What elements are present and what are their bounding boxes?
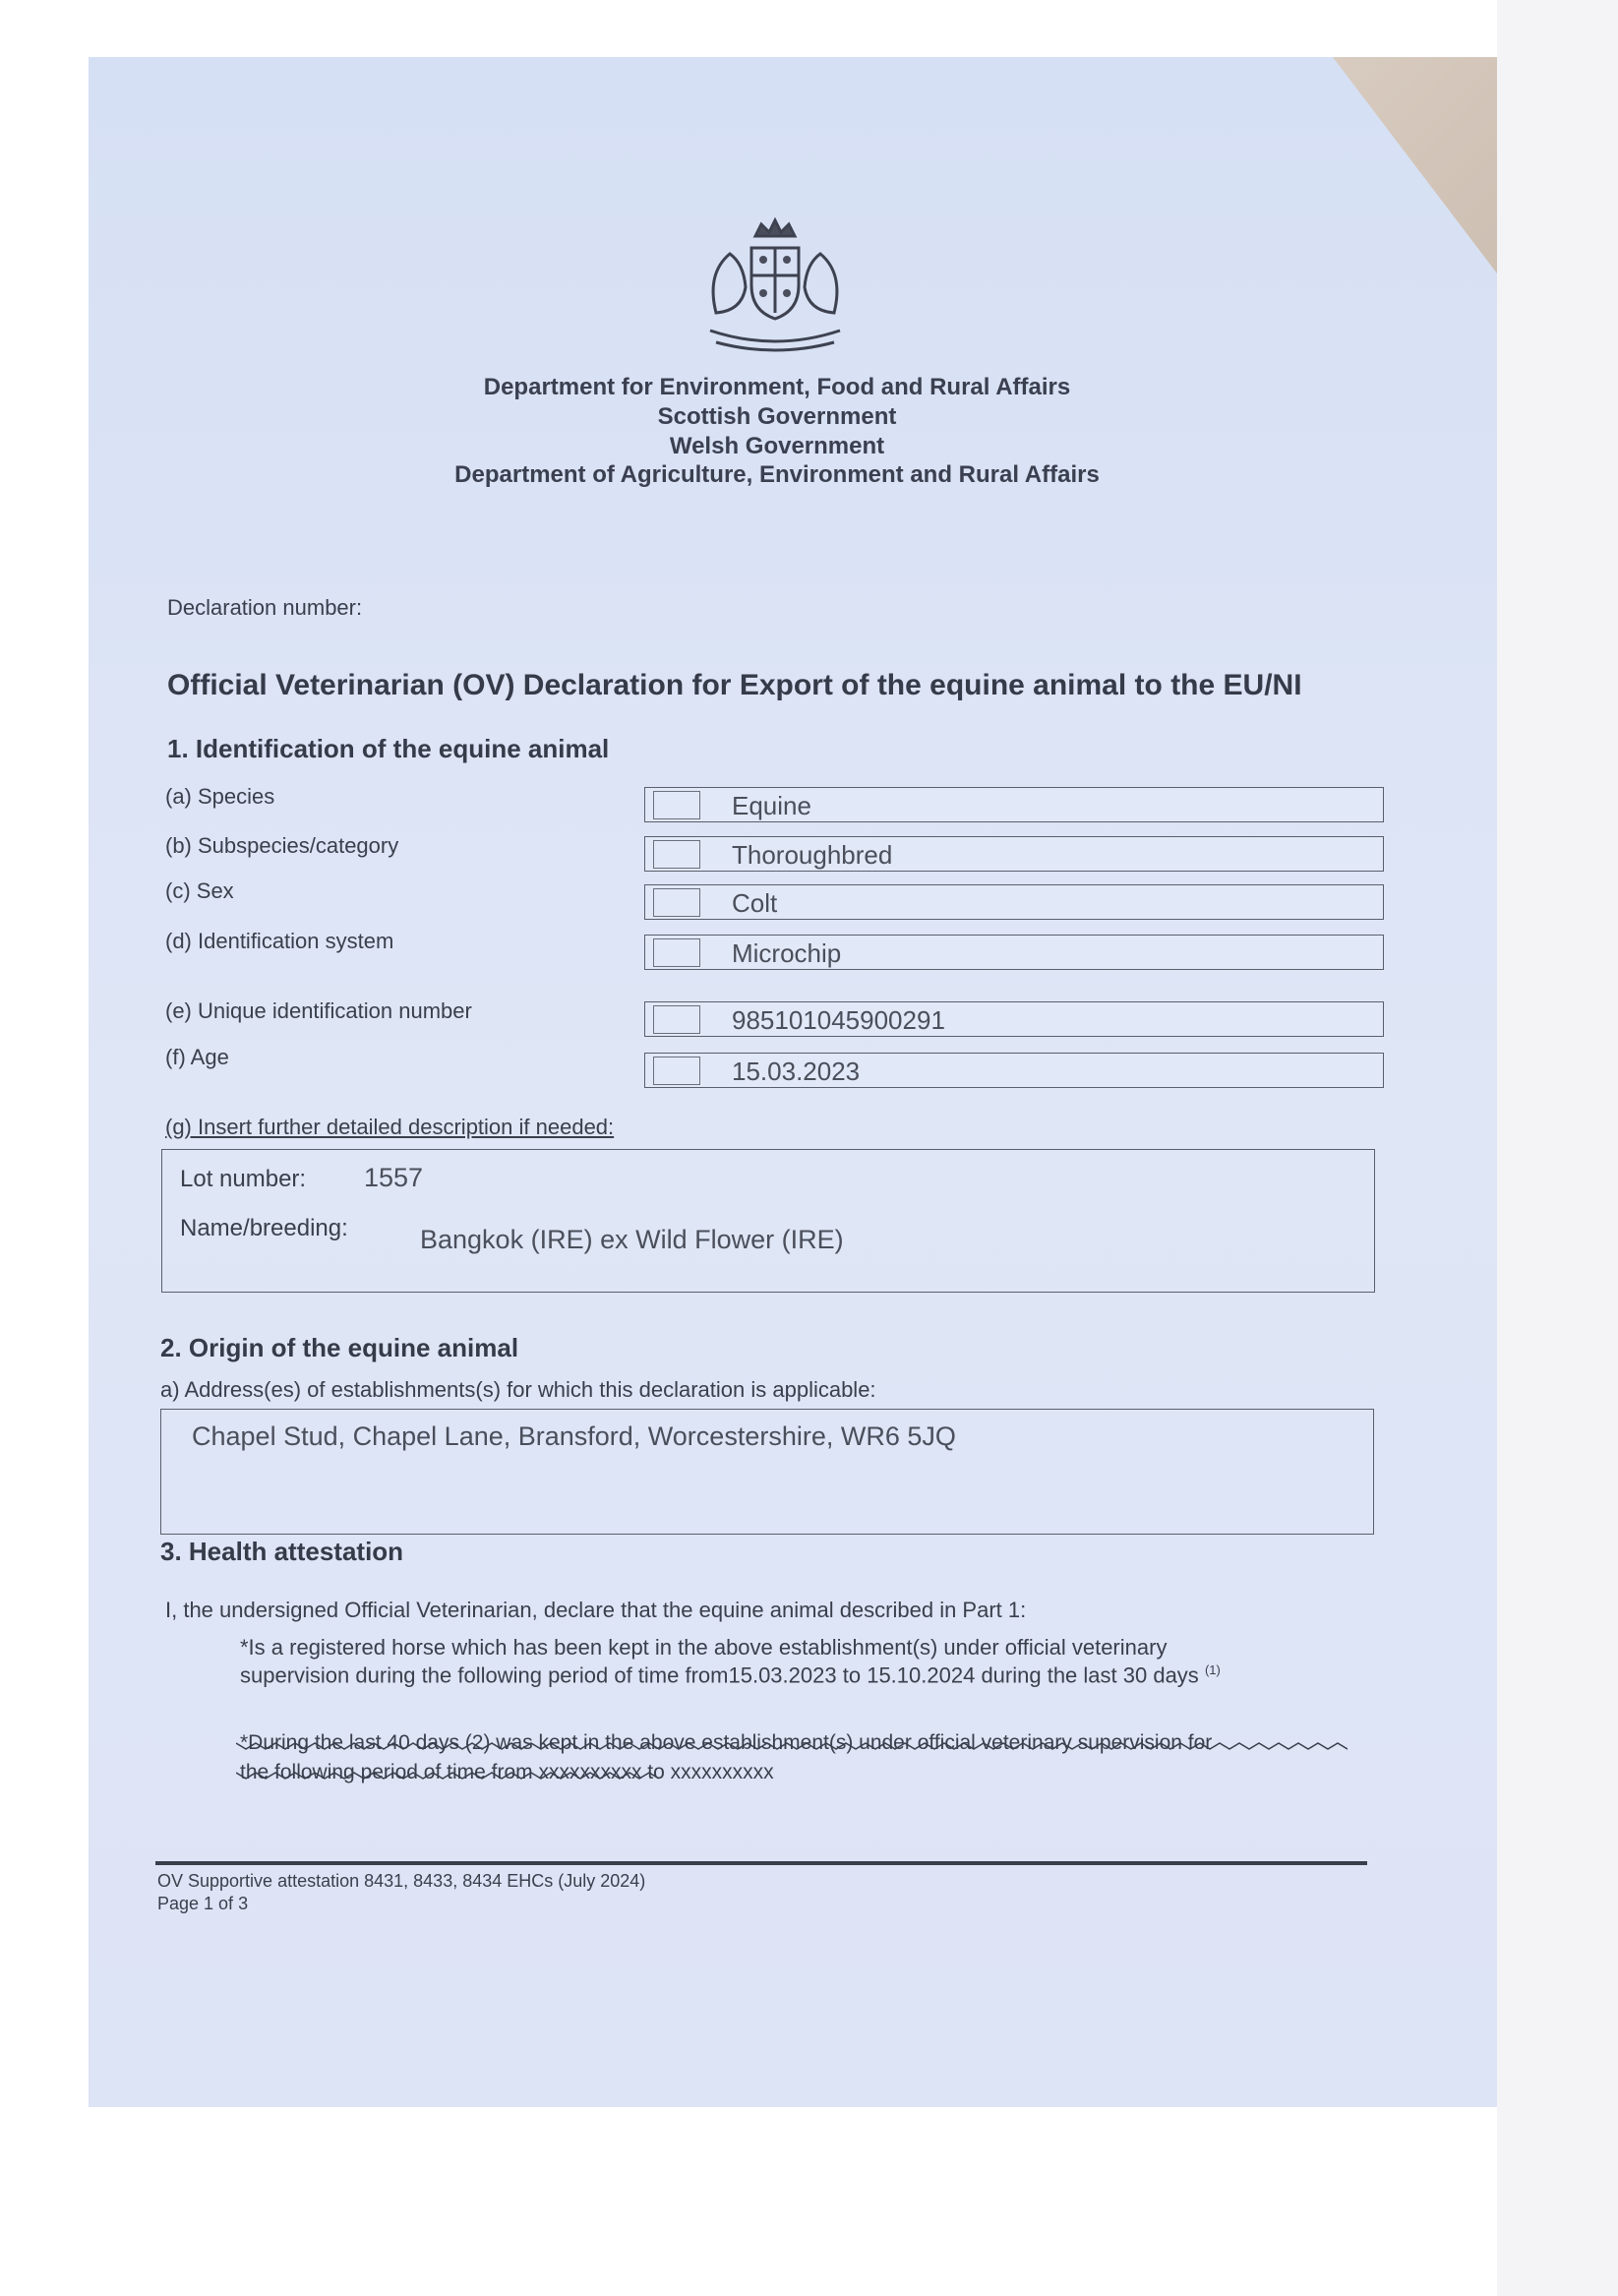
field-cell — [653, 1057, 700, 1085]
subspecies-field[interactable] — [644, 836, 1384, 872]
unique-id-label: (e) Unique identification number — [165, 998, 472, 1023]
department-name-4: Department of Agriculture, Environment and Rural Affairs — [454, 461, 1100, 488]
department-name-1: Department for Environment, Food and Rural Affairs — [483, 374, 1071, 400]
struck-option-line-2: the following period of time from xxxxxxxxxx to xxxxxxxxxx — [240, 1761, 774, 1783]
subspecies-value: Thoroughbred — [732, 840, 893, 870]
address-value: Chapel Stud, Chapel Lane, Bransford, Worcestershire, WR6 5JQ — [192, 1421, 956, 1451]
further-description-label: (g) Insert further detailed description if needed: — [165, 1115, 615, 1139]
unique-id-value: 985101045900291 — [732, 1005, 945, 1035]
subspecies-label: (b) Subspecies/category — [165, 833, 399, 858]
name-breeding-label: Name/breeding: — [180, 1215, 348, 1241]
lot-number-value: 1557 — [364, 1163, 424, 1192]
age-field[interactable] — [644, 1053, 1384, 1088]
footer-rule — [155, 1861, 1367, 1865]
field-cell — [653, 888, 700, 917]
identification-system-field[interactable] — [644, 935, 1384, 970]
section-3-heading: 3. Health attestation — [160, 1537, 404, 1566]
age-value: 15.03.2023 — [732, 1057, 861, 1086]
sex-label: (c) Sex — [165, 878, 234, 903]
department-name-2: Scottish Government — [657, 403, 897, 430]
attestation-line-2 — [240, 1662, 1221, 1688]
strikethrough-marks — [236, 1729, 1348, 1794]
sex-value: Colt — [732, 888, 778, 918]
lot-number-label: Lot number: — [180, 1166, 307, 1192]
section-1-heading: 1. Identification of the equine animal — [167, 734, 610, 763]
field-cell — [653, 938, 700, 967]
species-field[interactable] — [644, 787, 1384, 822]
species-value: Equine — [732, 791, 811, 820]
attestation-intro: I, the undersigned Official Veterinarian, declare that the equine animal described in Part 1: — [165, 1598, 1027, 1622]
document-title: Official Veterinarian (OV) Declaration for Export of the equine animal to the EU/NI — [167, 669, 1302, 701]
attestation-period-text: supervision during the following period of time from — [240, 1662, 729, 1688]
declaration-number-label: Declaration number: — [167, 595, 363, 620]
date-to: 15.10.2024 — [867, 1662, 976, 1688]
species-label: (a) Species — [165, 784, 275, 809]
footer-attestation: OV Supportive attestation 8431, 8433, 8434 EHCs (July 2024) — [157, 1871, 646, 1891]
identification-system-label: (d) Identification system — [165, 929, 394, 953]
age-label: (f) Age — [165, 1045, 229, 1069]
footer-page-number: Page 1 of 3 — [157, 1894, 249, 1913]
footnote-mark: (1) — [1204, 1662, 1221, 1677]
attestation-line-1: *Is a registered horse which has been kept in the above establishment(s) under official veterinary — [240, 1635, 1168, 1660]
attestation-last-days: during the last 30 days — [981, 1662, 1199, 1688]
unique-id-field[interactable] — [644, 1001, 1384, 1037]
field-cell — [653, 840, 700, 869]
identification-system-value: Microchip — [732, 938, 842, 968]
name-breeding-value: Bangkok (IRE) ex Wild Flower (IRE) — [420, 1225, 844, 1254]
address-label: a) Address(es) of establishments(s) for which this declaration is applicable: — [160, 1377, 876, 1402]
field-cell — [653, 791, 700, 819]
struck-option-line-1: *During the last 40 days (2) was kept in the above establishment(s) under official veterinary supervision for — [240, 1731, 1213, 1754]
department-name-3: Welsh Government — [669, 433, 885, 459]
page-edge — [1497, 0, 1618, 2296]
sex-field[interactable] — [644, 884, 1384, 920]
section-2-heading: 2. Origin of the equine animal — [160, 1333, 519, 1362]
royal-coat-of-arms-icon — [687, 214, 864, 362]
to-word: to — [842, 1662, 862, 1688]
date-from: 15.03.2023 — [728, 1662, 837, 1688]
field-cell — [653, 1005, 700, 1034]
